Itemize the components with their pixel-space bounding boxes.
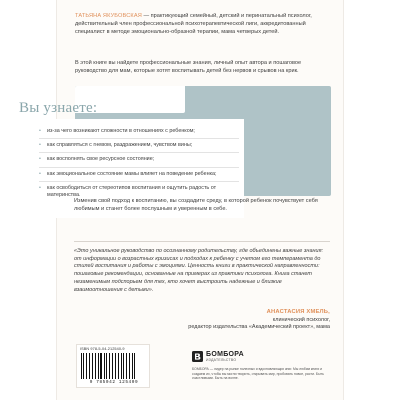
review-role-line-2: редактор издательства «Академический проект», мама	[188, 324, 330, 331]
closing-paragraph: Изменив свой подход к воспитанию, вы создадите среду, в которой ребенок почувствует себя любимым и станет более послушным и уверенным в себе.	[74, 198, 318, 212]
publisher-brand	[192, 351, 244, 362]
review-author-role	[74, 317, 330, 332]
author-bio	[75, 13, 331, 36]
list-item: • как освободиться от стереотипов воспитания и ощутить радость от материнства.	[39, 185, 239, 202]
list-item: • как справляться с гневом, раздражением, чувством вины;	[39, 142, 239, 153]
barcode-bar	[136, 353, 137, 379]
review-quote: «Это уникальное руководство по осознанному родительству, где объединены важные знания: от информации о возрастных кризисах и подходах к ребенку с учетом его темперамента до стилей воспитания и работы с эмоциями. Ценность книги в практической направленности: пошаговые рекомендации, основанные на примерах из практики психолога. Книга станет незаменимым подспорьем для тех, кто хочет выстроить надежные и близкие взаимоотношения с детьми».	[74, 248, 324, 293]
learn-list	[39, 128, 239, 205]
list-item: • как восполнять свое ресурсное состояние;	[39, 156, 239, 167]
author-bio-text: — практикующий семейный, детский и перинатальный психолог, действительный член профессиональной психотерапевтической лиги, аккредитованный специалист в методе эмоционально-образной терапии, мама четверых детей.	[75, 13, 312, 35]
barcode-bars	[81, 353, 147, 379]
divider	[74, 241, 330, 242]
isbn-label: ISBN 978-5-04-212540-9	[80, 347, 125, 351]
publisher-name: БОМБОРА	[206, 351, 244, 358]
list-item: • как эмоциональное состояние мамы влияет на поведение ребенка;	[39, 171, 239, 182]
publisher-text	[206, 351, 244, 362]
bombora-logo-icon	[192, 351, 203, 362]
publisher-sub: ИЗДАТЕЛЬСТВО	[206, 358, 237, 362]
review-role-line-1: клинический психолог,	[272, 317, 330, 323]
barcode	[76, 344, 150, 388]
review-author: АНАСТАСИЯ ХМЕЛЬ,	[266, 309, 330, 315]
intro-paragraph: В этой книге вы найдете профессиональные знания, личный опыт автора и пошаговое руководство для мам, которые хотят воспитывать детей без нервов и срывов на крик.	[75, 60, 302, 74]
learn-block-title: Вы узнаете:	[19, 100, 98, 116]
list-item: • из-за чего возникают сложности в отношениях с ребенком;	[39, 128, 239, 139]
barcode-number: 9 785042 125409	[89, 380, 139, 385]
author-name: ТАТЬЯНА ЯКУБОВСКАЯ	[75, 13, 142, 19]
publisher-tagline: БОМБОРА — лидер на рынке полезных и вдохновляющих книг. Мы любим книги и создаем их, чтобы вы могли творить, открывать мир, пробовать новое, расти. Быть счастливыми. Быть на волне.	[192, 367, 324, 380]
